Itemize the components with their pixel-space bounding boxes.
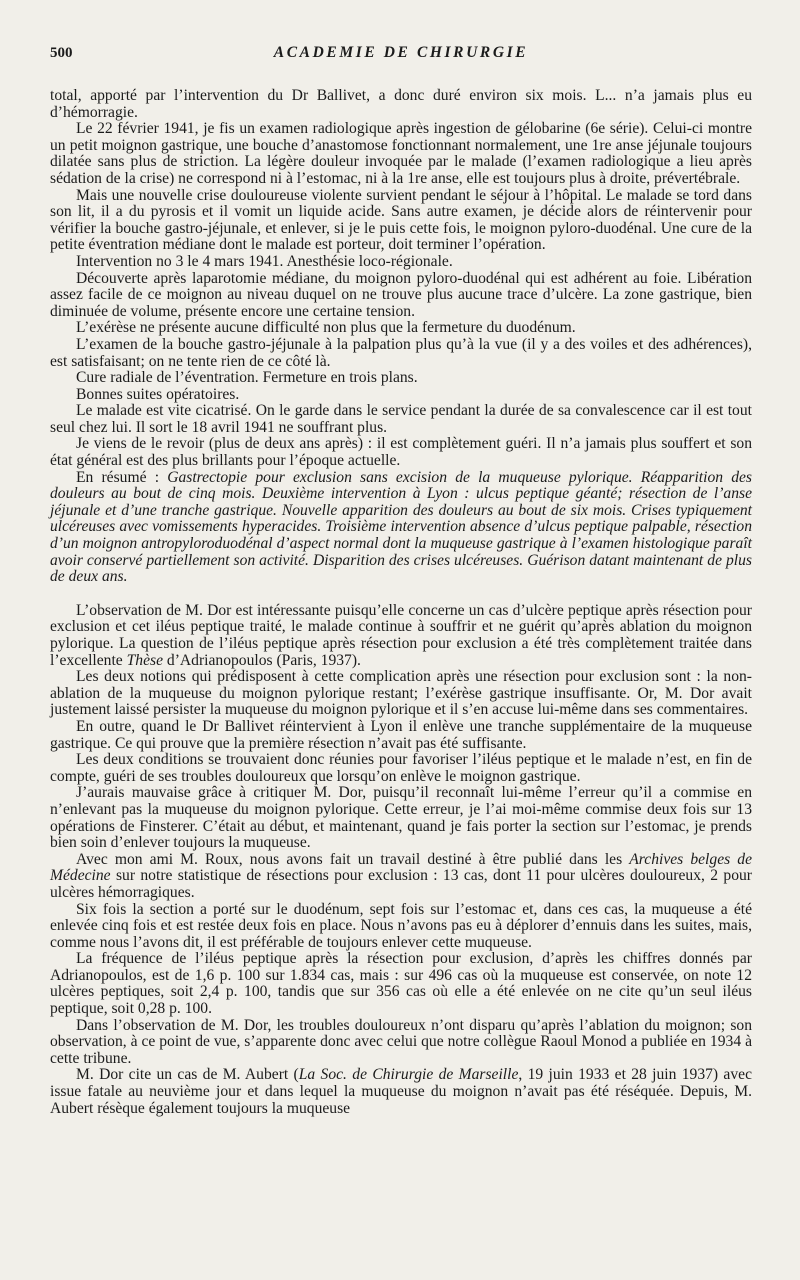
paragraph: Découverte après laparotomie médiane, du moignon pyloro-duodénal qui est adhérent au foie. Libération assez facile de ce moignon au niveau duquel on ne trouve plus aucune trace d’ulcère. La zone gastrique, bien diminuée de volume, présente encore une certaine tension.: [50, 269, 752, 320]
paragraph: Cure radiale de l’éventration. Fermeture en trois plans.: [76, 369, 418, 387]
paragraph: Mais une nouvelle crise douloureuse violente survient pendant le séjour à l’hôpital. Le malade se tord dans son lit, il a du pyrosis et il vomit un liquide acide. Sans autre examen, je décide alors de réintervenir pour vérifier la bouche gastro-jéjunale, et enlever, si je le puis cette fois, le moignon pyloro-duodénal. Une cure de la petite éventration médiane dont le malade est porteur, doit terminer l’opération.: [50, 186, 752, 254]
text-run: sur notre statistique de résections pour exclusion : 13 cas, dont 11 pour ulcères douloureux, 2 pour ulcères hémorragiques.: [50, 867, 752, 901]
summary-paragraph: [50, 470, 752, 586]
paragraph: [50, 603, 752, 669]
body-text: [50, 88, 752, 1117]
summary-italic: Gastrectopie pour exclusion sans excision de la muqueuse pylorique. Réapparition des douleurs au bout de cinq mois. Deuxième intervention à Lyon : ulcus peptique géanté; résection de l’anse jéjunale et d’une tranche gastrique. Nouvelle apparition des douleurs au bout de six mois. Crises typiquement ulcéreuses avec vomissements hyperacides. Troisième intervention absence d’ulcus peptique palpable, résection d’un moignon antropyloroduodénal d’aspect normal dont la muqueuse gastrique à l’examen histologique paraît avoir conservé partiellement son activité. Disparition des crises ulcéreuses. Guérison datant maintenant de plus de deux ans.: [50, 468, 752, 586]
page-number: 500: [50, 45, 73, 61]
paragraph: [50, 1067, 752, 1117]
paragraph: L’examen de la bouche gastro-jéjunale à la palpation plus qu’à la vue (il y a des voiles et des adhérences), est satisfaisant; on ne tente rien de ce côté là.: [50, 335, 752, 370]
paragraph: Le 22 février 1941, je fis un examen radiologique après ingestion de gélobarine (6e série). Celui-ci montre un petit moignon gastrique, une bouche d’anastomose fonctionnant normalement, une 1re anse jéjunale toujours dilatée sans plus de striction. La légère douleur invoquée par le malade (l’examen radiologique a lieu après sédation de la crise) ne correspond ni à l’estomac, ni à la 1re anse, elle est toujours plus à droite, prévertébrale.: [50, 120, 752, 187]
paragraph: Les deux conditions se trouvaient donc réunies pour favoriser l’iléus peptique et le malade n’est, en fin de compte, guéri de ses troubles douloureux que lorsqu’on enlève le moignon gastrique.: [50, 751, 752, 785]
paragraph: Intervention no 3 le 4 mars 1941. Anesthésie loco-régionale.: [76, 252, 453, 270]
paragraph: J’aurais mauvaise grâce à critiquer M. Dor, puisqu’il reconnaît lui-même l’erreur qu’il a commise en n’enlevant pas la muqueuse du moignon pylorique. Cette erreur, je l’ai moi-même commise deux fois sur 13 opérations de Finsterer. C’était au début, et maintenant, quand je fais porter la section sur l’estomac, je prends bien soin d’enlever toujours la muqueuse.: [50, 784, 752, 852]
paragraph: Dans l’observation de M. Dor, les troubles douloureux n’ont disparu qu’après l’ablation du moignon; son observation, à ce point de vue, s’apparente donc avec celui que notre collègue Raoul Monod a publiée en 1934 à cette tribune.: [50, 1016, 752, 1067]
italic-run: La Soc. de Chirurgie de Marseille: [298, 1066, 519, 1084]
text-run: Avec mon ami M. Roux, nous avons fait un travail destiné à être publié dans les: [76, 850, 630, 868]
text-run: , 19 juin 1933 et 28 juin 1937) avec issue fatale au neuvième jour et dans lequel la muqueuse du moignon n’avait pas été réséquée. Depuis, M. Aubert résèque également toujours la muqueuse: [50, 1066, 752, 1117]
paragraph: total, apporté par l’intervention du Dr Ballivet, a donc duré environ six mois. L... n’a jamais plus eu d’hémorragie.: [50, 87, 752, 121]
paragraph: Six fois la section a porté sur le duodénum, sept fois sur l’estomac et, dans ces cas, la muqueuse a été enlevée cinq fois et est restée deux fois en place. Nous n’avons pas eu à déplorer d’ennuis dans les suites, mais, comme nous l’avons dit, il est préférable de toujours enlever cette muqueuse.: [50, 900, 752, 951]
running-head: ACADEMIE DE CHIRURGIE: [273, 44, 529, 61]
text-run: M. Dor cite un cas de M. Aubert (: [76, 1066, 299, 1084]
paragraph: Les deux notions qui prédisposent à cette complication après une résection pour exclusion sont : la non-ablation de la muqueuse du moignon pylorique restant; l’exérèse gastrique insuffisante. Or, M. Dor avait justement laissé persister la muqueuse du moignon pylorique et il s’en accuse lui-même dans ses commentaires.: [50, 668, 752, 719]
summary-intro: En résumé :: [76, 468, 168, 486]
paragraph: La fréquence de l’iléus peptique après la résection pour exclusion, d’après les chiffres donnés par Adrianopoulos, est de 1,6 p. 100 sur 1.834 cas, mais : sur 496 cas où la muqueuse est conservée, on note 12 ulcères peptiques, soit 2,4 p. 100, tandis que sur 356 cas où elle a été enlevée on ne cite qu’un seul iléus peptique, soit 0,28 p. 100.: [50, 950, 752, 1018]
paragraph: Bonnes suites opératoires.: [76, 385, 240, 403]
paragraph: En outre, quand le Dr Ballivet réintervient à Lyon il enlève une tranche supplémentaire de la muqueuse gastrique. Ce qui prouve que la première résection n’avait pas été suffisante.: [50, 717, 752, 752]
text-run: L’observation de M. Dor est intéressante puisqu’elle concerne un cas d’ulcère peptique après résection pour exclusion et cet iléus peptique traité, le malade continue à souffrir et ne guérit qu’après ablation du moignon pylorique. La question de l’iléus peptique après résection pour exclusion a été très complètement traitée dans l’excellente: [50, 601, 752, 669]
paragraph: L’exérèse ne présente aucune difficulté non plus que la fermeture du duodénum.: [76, 319, 576, 337]
italic-run: Thèse: [126, 651, 164, 669]
paragraph: Le malade est vite cicatrisé. On le garde dans le service pendant la durée de sa convalescence car il est tout seul chez lui. Il sort le 18 avril 1941 ne souffrant plus.: [50, 402, 752, 436]
paragraph: [50, 852, 752, 902]
paragraph: Je viens de le revoir (plus de deux ans après) : il est complètement guéri. Il n’a jamais plus souffert et son état général est des plus brillants pour l’époque actuelle.: [50, 435, 752, 470]
italic-run: Archives belges de Médecine: [50, 850, 752, 885]
text-run: d’Adrianopoulos (Paris, 1937).: [163, 651, 361, 669]
page-header: [50, 44, 752, 74]
